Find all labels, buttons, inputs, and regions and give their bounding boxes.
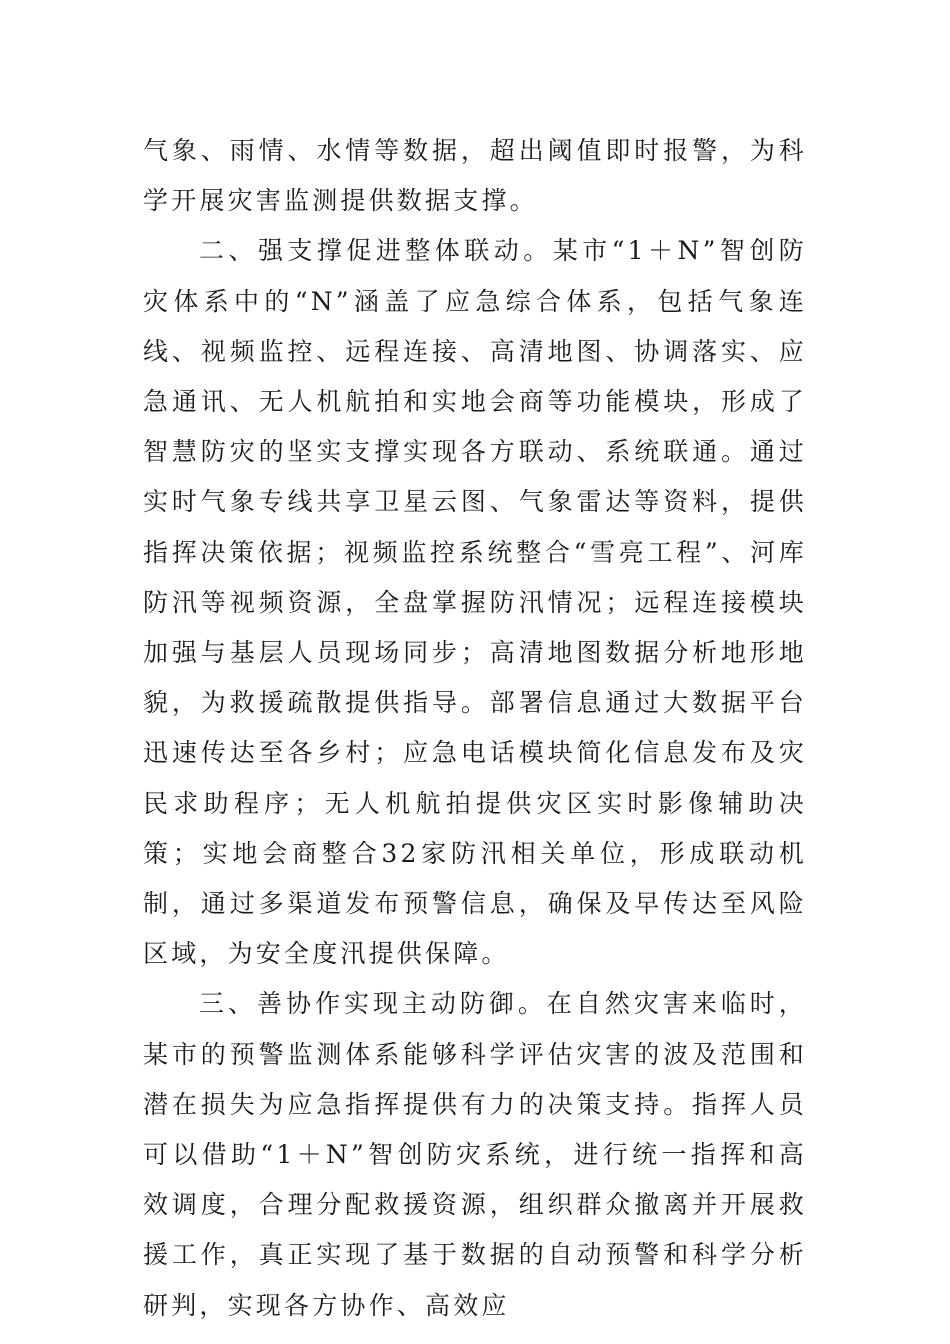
paragraph-continuation: 气象、雨情、水情等数据，超出阈值即时报警，为科学开展灾害监测提供数据支撑。	[143, 136, 807, 216]
paragraph-section-two: 二、强支撑促进整体联动。某市“1＋N”智创防灾体系中的“N”涵盖了应急综合体系，包括气象连线、视频监控、远程连接、高清地图、协调落实、应急通讯、无人机航拍和实地会商等功能模块，形成了智慧防灾的坚实支撑实现各方联动、系统联通。通过实时气象专线共享卫星云图、气象雷达等资料，提供指挥决策依据；视频监控系统整合“雪亮工程”、河库防汛等视频资源，全盘掌握防汛情况；远程连接模块加强与基层人员现场同步；高清地图数据分析地形地貌，为救援疏散提供指导。部署信息通过大数据平台迅速传达至各乡村；应急电话模块简化信息发布及灾民求助程序；无人机航拍提供灾区实时影像辅助决策；实地会商整合32家防汛相关单位，形成联动机制，通过多渠道发布预警信息，确保及早传达至风险区域，为安全度汛提供保障。	[143, 236, 807, 969]
body-text	[143, 126, 807, 1331]
paragraph-section-three: 三、善协作实现主动防御。在自然灾害来临时，某市的预警监测体系能够科学评估灾害的波及范围和潜在损失为应急指挥提供有力的决策支持。指挥人员可以借助“1＋N”智创防灾系统，进行统一指挥和高效调度，合理分配救援资源，组织群众撤离并开展救援工作，真正实现了基于数据的自动预警和科学分析研判，实现各方协作、高效应	[143, 989, 807, 1320]
